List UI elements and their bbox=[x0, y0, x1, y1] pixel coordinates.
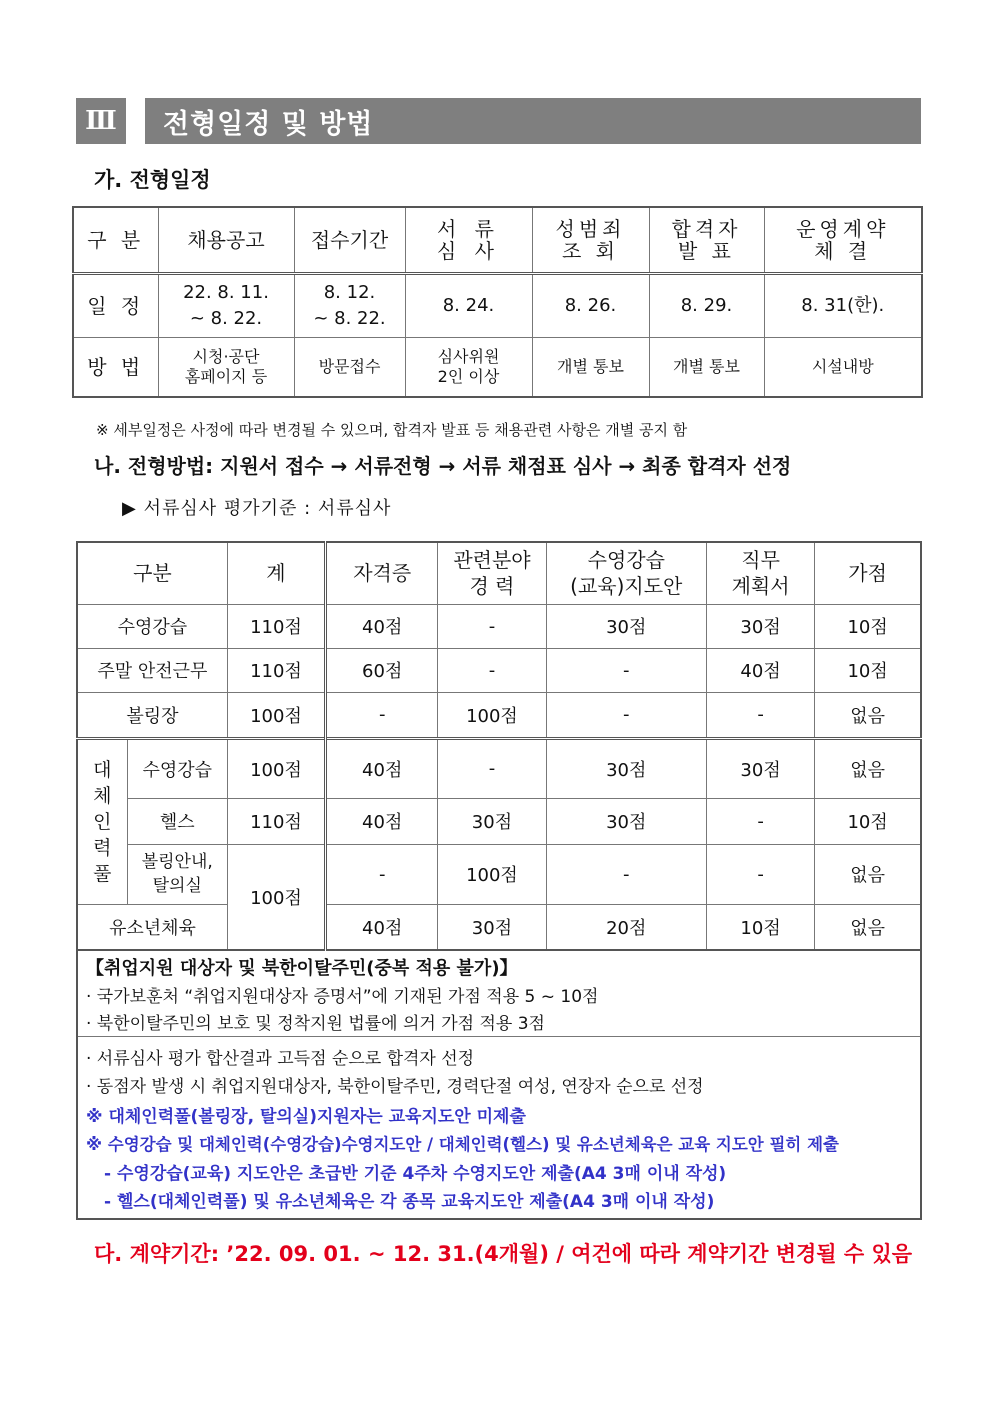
cell: 110점 bbox=[227, 798, 325, 844]
bonus-title: 【취업지원 대상자 및 북한이탈주민(중복 적용 불가)】 bbox=[86, 958, 518, 979]
sub-heading-schedule: 가. 전형일정 bbox=[94, 168, 211, 192]
cell: 심사위원 2인 이상 bbox=[405, 337, 532, 397]
cell: 없음 bbox=[815, 844, 921, 904]
header-cell: 운영계약 체 결 bbox=[764, 207, 922, 273]
table-row bbox=[77, 844, 921, 904]
cell: 30점 bbox=[546, 738, 706, 798]
cell: 40점 bbox=[326, 738, 438, 798]
header-cell: 계 bbox=[227, 542, 325, 604]
cell: 30점 bbox=[438, 798, 546, 844]
cell: 시설내방 bbox=[764, 337, 922, 397]
cell: 8. 26. bbox=[532, 273, 649, 337]
bonus-line: · 국가보훈처 “취업지원대상자 증명서”에 기재된 가점 적용 5 ~ 10점 bbox=[86, 987, 599, 1007]
header-cell: 수영강습 (교육)지도안 bbox=[546, 542, 706, 604]
schedule-row bbox=[73, 273, 922, 337]
eval-header-row bbox=[77, 542, 921, 604]
cell: 8. 31(한). bbox=[764, 273, 922, 337]
cell: 10점 bbox=[815, 798, 921, 844]
cell: - bbox=[326, 844, 438, 904]
table-row bbox=[77, 904, 921, 950]
header-cell: 직무 계획서 bbox=[706, 542, 814, 604]
cell: 방문접수 bbox=[294, 337, 405, 397]
group-label bbox=[77, 738, 127, 904]
cell: 30점 bbox=[706, 738, 814, 798]
cell: 시청·공단 홈페이지 등 bbox=[158, 337, 294, 397]
section-title: 전형일정 및 방법 bbox=[145, 98, 921, 144]
cell: 110점 bbox=[227, 604, 325, 648]
cell: 볼링안내, 탈의실 bbox=[127, 844, 227, 904]
cell: 30점 bbox=[438, 904, 546, 950]
cell: - bbox=[546, 692, 706, 738]
evaluation-table bbox=[76, 541, 922, 951]
cell: 10점 bbox=[815, 648, 921, 692]
cell: 30점 bbox=[706, 604, 814, 648]
cell: 없음 bbox=[815, 904, 921, 950]
cell: 주말 안전근무 bbox=[77, 648, 227, 692]
bonus-line: · 북한이탈주민의 보호 및 정착지원 법률에 의거 가점 적용 3점 bbox=[86, 1014, 545, 1034]
contract-period: 다. 계약기간: ’22. 09. 01. ~ 12. 31.(4개월) / 여건에 따라 계약기간 변경될 수 있음 bbox=[94, 1242, 913, 1266]
cell: 40점 bbox=[326, 904, 438, 950]
divider bbox=[78, 1036, 920, 1037]
table-row bbox=[77, 798, 921, 844]
cell: 8. 12. ~ 8. 22. bbox=[294, 273, 405, 337]
cell: 개별 통보 bbox=[649, 337, 764, 397]
selection-line: · 동점자 발생 시 취업지원대상자, 북한이탈주민, 경력단절 여성, 연장자 순으로 선정 bbox=[86, 1077, 704, 1097]
cell: - bbox=[706, 844, 814, 904]
header-cell: 자격증 bbox=[326, 542, 438, 604]
cell: 40점 bbox=[706, 648, 814, 692]
cell: - bbox=[546, 844, 706, 904]
cell: 유소년체육 bbox=[77, 904, 227, 950]
schedule-row bbox=[73, 337, 922, 397]
cell: - bbox=[438, 648, 546, 692]
header-cell: 성범죄 조 회 bbox=[532, 207, 649, 273]
cell: - bbox=[438, 604, 546, 648]
cell: 없음 bbox=[815, 738, 921, 798]
cell: - bbox=[706, 692, 814, 738]
header-cell: 합격자 발 표 bbox=[649, 207, 764, 273]
cell: 없음 bbox=[815, 692, 921, 738]
row-label: 방 법 bbox=[73, 337, 158, 397]
blue-note: - 수영강습(교육) 지도안은 초급반 기준 4주차 수영지도안 제출(A4 3매 이내 작성) bbox=[104, 1164, 727, 1184]
group-label-char: 력 bbox=[93, 836, 112, 859]
blue-note: - 헬스(대체인력풀) 및 유소년체육은 각 종목 교육지도안 제출(A4 3매 이내 작성) bbox=[104, 1192, 715, 1212]
header-cell: 서 류 심 사 bbox=[405, 207, 532, 273]
cell: 10점 bbox=[706, 904, 814, 950]
cell: 헬스 bbox=[127, 798, 227, 844]
header-cell: 구분 bbox=[77, 542, 227, 604]
shared-total-cell: 100점 bbox=[227, 844, 325, 950]
schedule-header-row bbox=[73, 207, 922, 273]
schedule-note: ※ 세부일정은 사정에 따라 변경될 수 있으며, 합격자 발표 등 채용관련 사항은 개별 공지 함 bbox=[96, 421, 688, 439]
cell: 볼링장 bbox=[77, 692, 227, 738]
cell: 20점 bbox=[546, 904, 706, 950]
table-row bbox=[77, 738, 921, 798]
blue-note: ※ 대체인력풀(볼링장, 탈의실)지원자는 교육지도안 미제출 bbox=[86, 1107, 526, 1127]
header-cell: 채용공고 bbox=[158, 207, 294, 273]
group-label-char: 풀 bbox=[93, 862, 112, 885]
schedule-table bbox=[72, 206, 923, 398]
cell: - bbox=[706, 798, 814, 844]
cell: 8. 24. bbox=[405, 273, 532, 337]
table-row bbox=[77, 692, 921, 738]
cell: 8. 29. bbox=[649, 273, 764, 337]
cell: 100점 bbox=[227, 692, 325, 738]
criteria-label: ▶ 서류심사 평가기준 : 서류심사 bbox=[122, 498, 392, 519]
cell: - bbox=[438, 738, 546, 798]
section-number: Ⅲ bbox=[76, 98, 126, 144]
cell: 30점 bbox=[546, 604, 706, 648]
cell: 110점 bbox=[227, 648, 325, 692]
cell: - bbox=[326, 692, 438, 738]
blue-note: ※ 수영강습 및 대체인력(수영강습)수영지도안 / 대체인력(헬스) 및 유소년체육은 교육 지도안 필히 제출 bbox=[86, 1135, 839, 1154]
cell: - bbox=[546, 648, 706, 692]
cell: 수영강습 bbox=[127, 738, 227, 798]
cell: 60점 bbox=[326, 648, 438, 692]
cell: 40점 bbox=[326, 604, 438, 648]
header-cell: 구 분 bbox=[73, 207, 158, 273]
cell: 개별 통보 bbox=[532, 337, 649, 397]
cell: 40점 bbox=[326, 798, 438, 844]
cell: 10점 bbox=[815, 604, 921, 648]
row-label: 일 정 bbox=[73, 273, 158, 337]
selection-line: · 서류심사 평가 합산결과 고득점 순으로 합격자 선정 bbox=[86, 1049, 475, 1069]
table-row bbox=[77, 604, 921, 648]
header-cell: 접수기간 bbox=[294, 207, 405, 273]
notes-box bbox=[76, 950, 922, 1220]
cell: 22. 8. 11. ~ 8. 22. bbox=[158, 273, 294, 337]
group-label-char: 체 bbox=[93, 784, 112, 807]
cell: 100점 bbox=[227, 738, 325, 798]
cell: 30점 bbox=[546, 798, 706, 844]
cell: 100점 bbox=[438, 692, 546, 738]
cell: 수영강습 bbox=[77, 604, 227, 648]
header-cell: 가점 bbox=[815, 542, 921, 604]
cell: 100점 bbox=[438, 844, 546, 904]
group-label-char: 인 bbox=[93, 810, 112, 833]
header-cell: 관련분야 경 력 bbox=[438, 542, 546, 604]
group-label-char: 대 bbox=[93, 758, 112, 781]
table-row bbox=[77, 648, 921, 692]
sub-heading-method: 나. 전형방법: 지원서 접수 → 서류전형 → 서류 채점표 심사 → 최종 합격자 선정 bbox=[94, 454, 792, 478]
